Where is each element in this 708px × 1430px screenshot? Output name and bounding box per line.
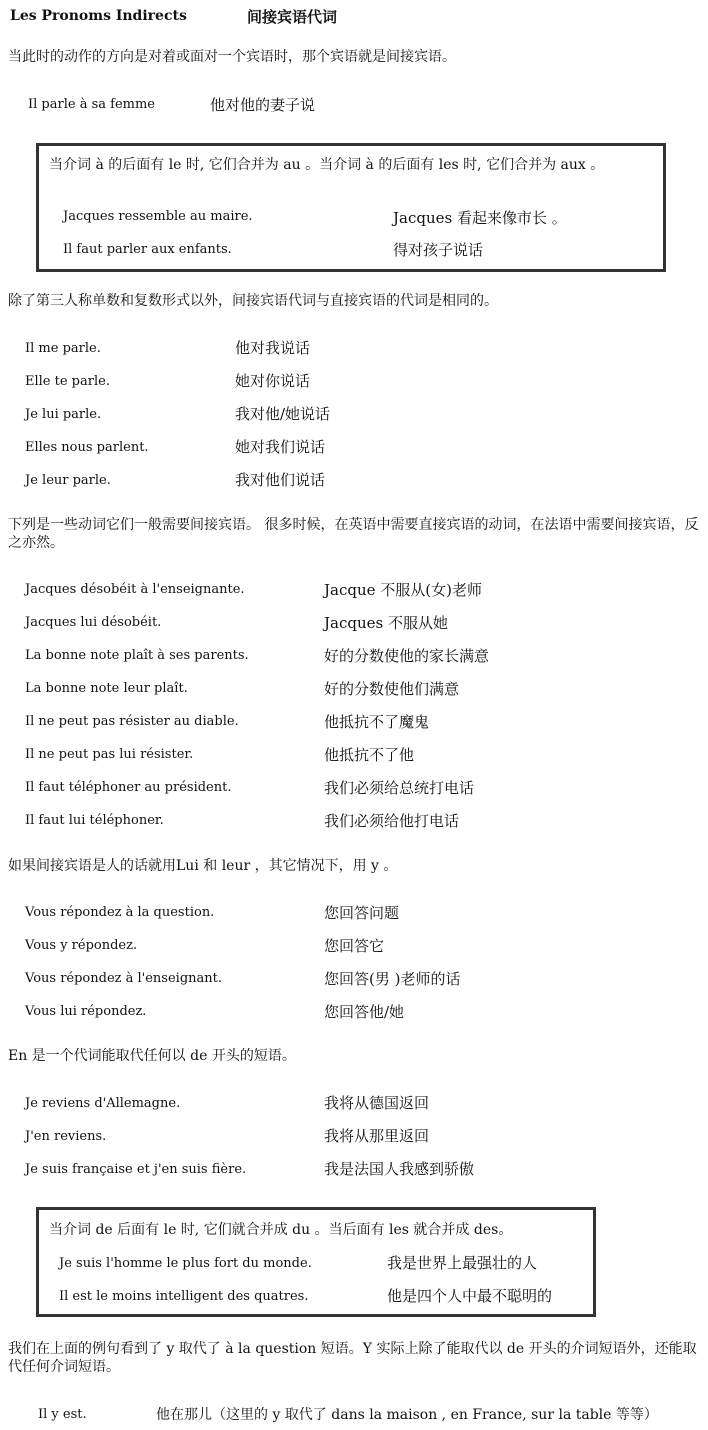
example-zh: 好的分数使他们满意: [324, 680, 460, 698]
page-title-fr: Les Pronoms Indirects: [10, 8, 187, 24]
example-zh: 您回答他/她: [324, 1003, 405, 1021]
example-fr: Elle te parle.: [25, 374, 110, 389]
box-row-fr: Jacques ressemble au maire.: [63, 209, 253, 224]
box-row-fr: Il est le moins intelligent des quatres.: [59, 1289, 309, 1304]
example-zh: 我们必须给他打电话: [324, 812, 460, 830]
section3-paragraph: 下列是一些动词它们一般需要间接宾语。 很多时候，在英语中需要直接宾语的动词，在法语中需要间接宾语，反之亦然。: [8, 517, 699, 551]
final-example-zh: 他在那儿（这里的 y 取代了 dans la maison , en France, sur la table 等等）: [156, 1407, 658, 1423]
box-row-fr: Il faut parler aux enfants.: [63, 242, 232, 257]
example-fr: Je suis française et j'en suis fière.: [25, 1162, 247, 1177]
note-box-text: 当介词 à 的后面有 le 时, 它们合并为 au 。当介词 à 的后面有 les 时, 它们合并为 aux 。: [49, 157, 605, 173]
example-fr: Il ne peut pas lui résister.: [25, 747, 194, 762]
example-fr: Il ne peut pas résister au diable.: [25, 714, 239, 729]
example-zh: 我是法国人我感到骄傲: [324, 1160, 475, 1178]
final-example-fr: Il y est.: [38, 1407, 87, 1422]
example-zh: 我将从那里返回: [324, 1127, 430, 1145]
example-fr: Vous répondez à la question.: [25, 905, 215, 920]
intro-example-fr: Il parle à sa femme: [28, 97, 155, 112]
example-fr: La bonne note leur plaît.: [25, 681, 188, 696]
page-title-zh: 间接宾语代词: [247, 8, 338, 26]
example-zh: 我将从德国返回: [324, 1094, 430, 1112]
example-fr: Jacques lui désobéit.: [25, 615, 162, 630]
example-fr: Il faut lui téléphoner.: [25, 813, 164, 828]
box-row-fr: Je suis l'homme le plus fort du monde.: [59, 1256, 312, 1271]
example-zh: 他对我说话: [235, 339, 311, 357]
section4-paragraph: 如果间接宾语是人的话就用Lui 和 leur ，其它情况下，用 y 。: [8, 858, 398, 874]
note-box-du-des: [36, 1207, 596, 1317]
example-fr: Elles nous parlent.: [25, 440, 149, 455]
box-row-zh: Jacques 看起来像市长 。: [393, 209, 567, 227]
intro-paragraph: 当此时的动作的方向是对着或面对一个宾语时，那个宾语就是间接宾语。: [8, 49, 456, 65]
section2-paragraph: 除了第三人称单数和复数形式以外，间接宾语代词与直接宾语的代词是相同的。: [8, 293, 498, 309]
example-zh: 他抵抗不了他: [324, 746, 415, 764]
intro-example-zh: 他对他的妻子说: [210, 96, 316, 114]
example-fr: Je leur parle.: [25, 473, 111, 488]
example-zh: 您回答(男 )老师的话: [324, 970, 461, 988]
example-fr: Il faut téléphoner au président.: [25, 780, 232, 795]
example-zh: 我们必须给总统打电话: [324, 779, 475, 797]
section5-paragraph: En 是一个代词能取代任何以 de 开头的短语。: [8, 1048, 296, 1064]
example-zh: 您回答问题: [324, 904, 400, 922]
note-box-text: 当介词 de 后面有 le 时, 它们就合并成 du 。当后面有 les 就合并成 des。: [49, 1222, 513, 1238]
example-zh: Jacques 不服从她: [324, 614, 448, 632]
example-fr: J'en reviens.: [25, 1129, 107, 1144]
box-row-zh: 我是世界上最强壮的人: [387, 1254, 538, 1272]
example-fr: Vous répondez à l'enseignant.: [25, 971, 222, 986]
example-fr: Il me parle.: [25, 341, 101, 356]
example-zh: 好的分数使他的家长满意: [324, 647, 490, 665]
example-fr: Vous y répondez.: [25, 938, 138, 953]
note-box-au-aux: [36, 143, 666, 272]
example-fr: Je lui parle.: [25, 407, 102, 422]
example-zh: 他抵抗不了魔鬼: [324, 713, 430, 731]
box-row-zh: 得对孩子说话: [393, 241, 484, 259]
example-fr: La bonne note plaît à ses parents.: [25, 648, 249, 663]
box-row-zh: 他是四个人中最不聪明的: [387, 1287, 553, 1305]
section6-paragraph: 我们在上面的例句看到了 y 取代了 à la question 短语。Y 实际上除了能取代以 de 开头的介词短语外，还能取代任何介词短语。: [8, 1341, 697, 1375]
example-zh: Jacque 不服从(女)老师: [324, 581, 482, 599]
example-fr: Je reviens d'Allemagne.: [25, 1096, 181, 1111]
example-fr: Jacques désobéit à l'enseignante.: [25, 582, 245, 597]
example-zh: 您回答它: [324, 937, 385, 955]
example-fr: Vous lui répondez.: [25, 1004, 147, 1019]
example-zh: 她对我们说话: [235, 438, 326, 456]
example-zh: 她对你说话: [235, 372, 311, 390]
example-zh: 我对他/她说话: [235, 405, 331, 423]
example-zh: 我对他们说话: [235, 471, 326, 489]
